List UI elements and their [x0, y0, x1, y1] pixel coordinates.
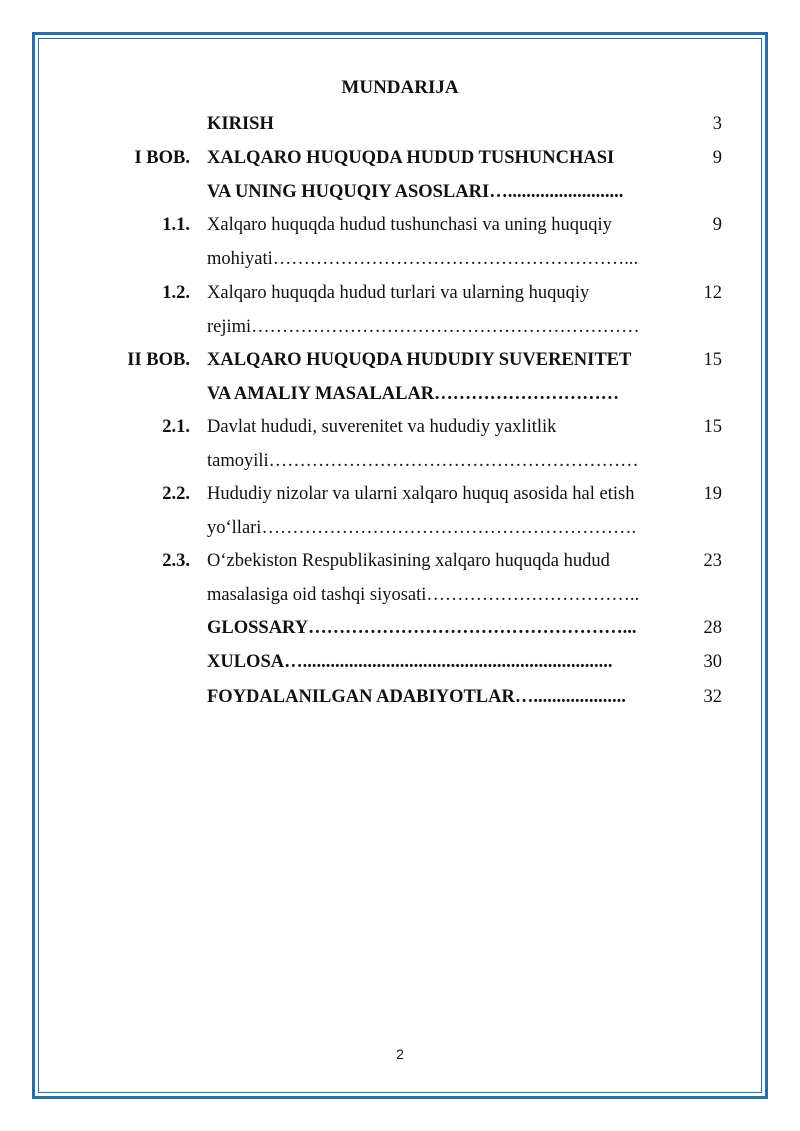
toc-entry-page: 15 — [703, 417, 722, 437]
toc-entry-line: GLOSSARY……………………………………………... — [207, 618, 637, 638]
toc-entry-line: tamoyili…………………………………………………… — [207, 451, 639, 471]
toc-entry-page: 28 — [703, 618, 722, 638]
toc-entry-line: XALQARO HUQUQDA HUDUD TUSHUNCHASI — [207, 148, 615, 168]
toc-entry-line: yo‘llari……………………………………………………. — [207, 518, 637, 538]
toc-entry-text — [207, 343, 677, 411]
toc-entry-page: 32 — [703, 687, 722, 707]
toc-entry-text — [207, 276, 677, 344]
toc-entry-label: 2.2. — [162, 484, 190, 504]
toc-entry-text — [207, 611, 677, 645]
toc-entry-line: XULOSA…................................................................... — [207, 652, 613, 672]
toc-entry-label: 2.3. — [162, 551, 190, 571]
toc-entry-line: VA UNING HUQUQIY ASOSLARI…......................... — [207, 182, 624, 202]
toc-entry-text — [207, 680, 677, 714]
toc-entry-page: 9 — [712, 148, 722, 168]
toc-entry-line: Davlat hududi, suverenitet va hududiy yaxlitlik — [207, 417, 557, 437]
toc-entry-line: Xalqaro huquqda hudud turlari va ularning huquqiy — [207, 283, 590, 303]
toc-entry-page: 15 — [703, 350, 722, 370]
toc-entry-line: masalasiga oid tashqi siyosati…………………………….. — [207, 585, 640, 605]
toc-entry-label: I BOB. — [134, 148, 190, 168]
page-number: 2 — [396, 1046, 404, 1062]
toc-entry-text — [207, 141, 677, 209]
toc-entry-page: 30 — [703, 652, 722, 672]
toc-entry-line: Hududiy nizolar va ularni xalqaro huquq asosida hal etish — [207, 484, 635, 504]
toc-entry-label: II BOB. — [127, 350, 190, 370]
toc-title: MUNDARIJA — [341, 77, 459, 98]
toc-entry-line: Xalqaro huquqda hudud tushunchasi va uning huquqiy — [207, 215, 612, 235]
toc-entry-label: 1.1. — [162, 215, 190, 235]
toc-entry-text — [207, 645, 677, 679]
toc-entry-line: XALQARO HUQUQDA HUDUDIY SUVERENITET — [207, 350, 632, 370]
toc-entry-page: 9 — [712, 215, 722, 235]
toc-entry-text — [207, 410, 677, 478]
toc-entry-line: FOYDALANILGAN ADABIYOTLAR….................... — [207, 687, 626, 707]
toc-entry-page: 12 — [703, 283, 722, 303]
toc-entry-line: O‘zbekiston Respublikasining xalqaro huquqda hudud — [207, 551, 610, 571]
toc-entry-page: 23 — [703, 551, 722, 571]
toc-entry-page: 3 — [712, 114, 722, 134]
toc-entry-text — [207, 477, 677, 545]
toc-entry-line: rejimi……………………………………………………… — [207, 317, 640, 337]
toc-entry-text — [207, 107, 677, 141]
toc-entry-line: VA AMALIY MASALALAR………………………… — [207, 384, 620, 404]
toc-entry-text — [207, 544, 677, 612]
toc-entry-label: 1.2. — [162, 283, 190, 303]
toc-entry-label: 2.1. — [162, 417, 190, 437]
toc-entry-text — [207, 208, 677, 276]
toc-entry-line: mohiyati…………………………………………………... — [207, 249, 639, 269]
toc-entry-line: KIRISH — [207, 114, 274, 134]
toc-entry-page: 19 — [703, 484, 722, 504]
